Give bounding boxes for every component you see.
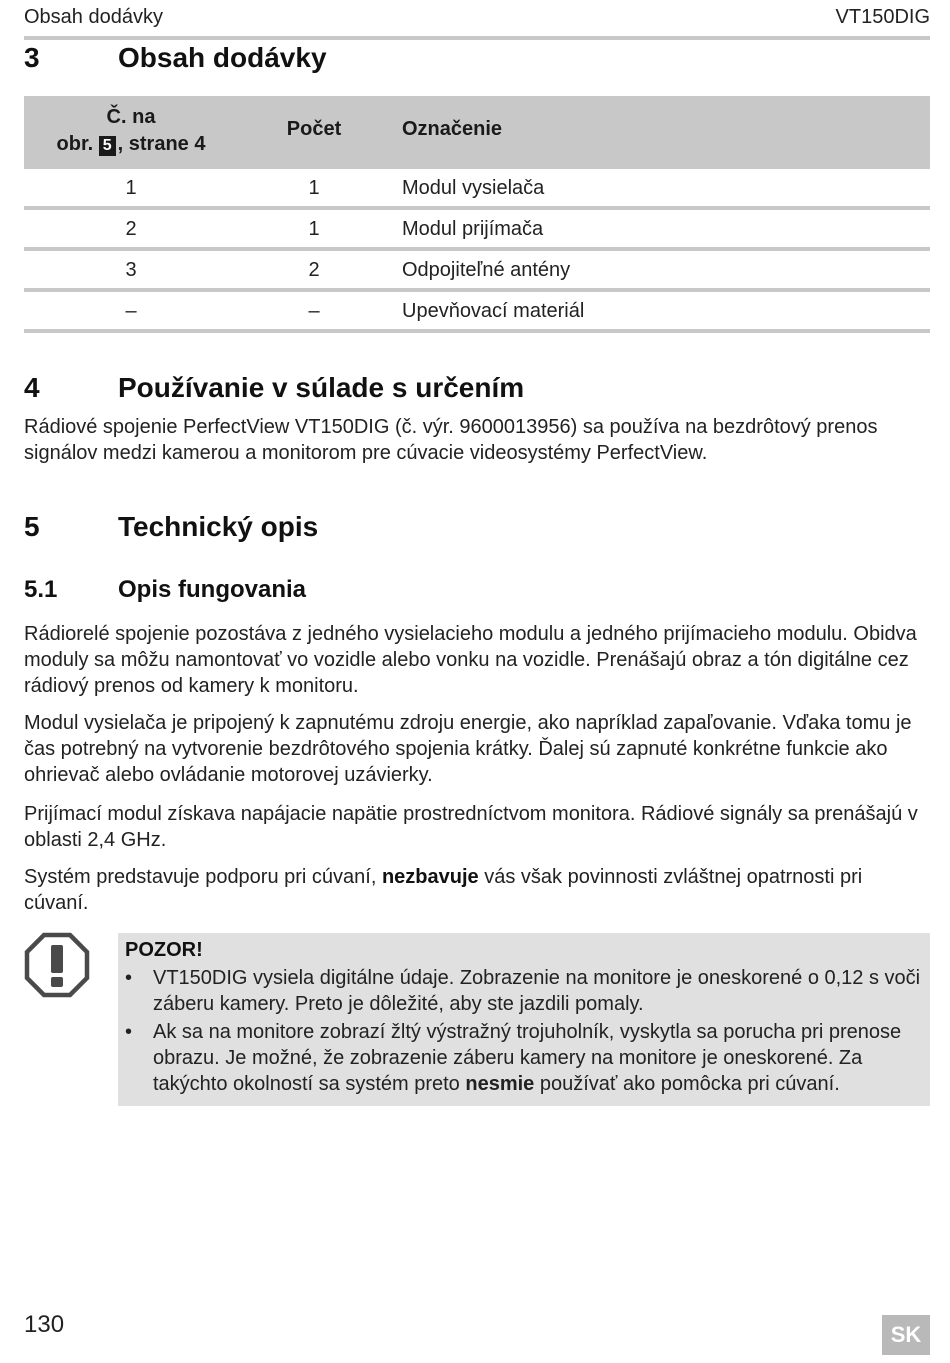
bullet-text: VT150DIG vysiela digitálne údaje. Zobrazenie na monitore je oneskorené o 0,12 s voči záberu kamery. Preto je dôležité, aby ste jazdili pomaly.: [153, 967, 921, 1015]
function-paragraph-4: [24, 864, 930, 916]
running-header: [24, 6, 930, 32]
section-number: 3: [24, 42, 40, 73]
table-header: [24, 96, 930, 169]
cell-designation: Modul vysielača: [402, 177, 545, 199]
row-divider: [24, 329, 930, 333]
p4-text-post: vás však povinnosti zvláštnej opatrnosti pri cúvaní.: [24, 866, 863, 914]
cell-count: 1: [308, 218, 320, 240]
manual-page: [24, 0, 930, 1363]
table-row: [24, 292, 930, 329]
cell-count: 1: [308, 177, 320, 199]
header-figure-prefix: obr.: [56, 133, 94, 155]
bullet-mark: •: [125, 967, 133, 989]
cell-figure-no: 2: [125, 218, 137, 240]
function-paragraph-3: Prijímací modul získava napájacie napätie prostredníctvom monitora. Rádiové signály sa prenášajú v oblasti 2,4 GHz.: [24, 803, 918, 851]
cell-designation: Odpojiteľné antény: [402, 259, 571, 281]
cell-designation: Modul prijímača: [402, 218, 544, 240]
subsection-title: Opis fungovania: [118, 576, 307, 603]
delivery-table: [24, 96, 930, 333]
section-title: Obsah dodávky: [118, 42, 327, 73]
header-figure-suffix: , strane 4: [117, 133, 206, 155]
table-row: [24, 169, 930, 206]
header-model: VT150DIG: [835, 6, 930, 28]
header-designation: Označenie: [402, 118, 503, 140]
cell-designation: Upevňovací materiál: [402, 300, 585, 322]
figure-badge: 5: [99, 136, 116, 156]
header-figure-line2: [24, 131, 238, 158]
header-section-title: Obsah dodávky: [24, 6, 163, 28]
p4-text-pre: Systém predstavuje podporu pri cúvaní,: [24, 866, 382, 888]
bullet-mark: •: [125, 1021, 133, 1043]
intended-use-paragraph: Rádiové spojenie PerfectView VT150DIG (č. výr. 9600013956) sa používa na bezdrôtový prenos signálov medzi kamerou a monitorom pre cúvacie videosystémy PerfectView.: [24, 416, 878, 464]
section-number: 4: [24, 372, 40, 403]
b2-text-post: používať ako pomôcka pri cúvaní.: [534, 1073, 840, 1095]
section-title: Technický opis: [118, 511, 319, 542]
p4-emphasis: nezbavuje: [381, 866, 479, 888]
subsection-number: 5.1: [24, 576, 58, 603]
cell-figure-no: 3: [125, 259, 137, 281]
cell-figure-no: –: [125, 300, 137, 322]
b2-emphasis: nesmie: [465, 1073, 535, 1095]
warning-box: [118, 933, 930, 1106]
b2-text-pre: Ak sa na monitore zobrazí žltý výstražný trojuholník, vyskytla sa porucha pri prenose obrazu. Je možné, že zobrazenie záberu kamery na monitore je oneskorené. Za takýchto okolností sa systém preto: [153, 1021, 902, 1095]
table-row: [24, 251, 930, 288]
header-figure-ref: [24, 104, 238, 158]
bullet-text: [153, 1019, 925, 1097]
header-figure-line1: Č. na: [106, 106, 156, 128]
warning-title: POZOR!: [125, 939, 203, 961]
function-paragraph-1: Rádiorelé spojenie pozostáva z jedného vysielacieho modulu a jedného prijímacieho modulu. Obidva moduly sa môžu namontovať vo vozidle alebo vonku na vozidle. Prenášajú obraz a tón digitálne cez rádiový prenos od kamery k monitoru.: [24, 623, 917, 697]
header-count: Počet: [286, 118, 342, 140]
cell-count: –: [308, 300, 320, 322]
section-number: 5: [24, 511, 40, 542]
cell-count: 2: [308, 259, 320, 281]
header-rule: [24, 36, 930, 40]
exclamation-octagon-icon: [24, 932, 90, 998]
function-paragraph-2: Modul vysielača je pripojený k zapnutému zdroju energie, ako napríklad zapaľovanie. Vďaka tomu je čas potrebný na vytvorenie bezdrôtového spojenia krátky. Ďalej sú zapnuté konkrétne funkcie ako ohrievač alebo ovládanie motorovej uzávierky.: [24, 712, 912, 786]
language-tab: SK: [882, 1315, 930, 1355]
page-number: 130: [24, 1311, 65, 1338]
section-title: Používanie v súlade s určením: [118, 372, 525, 403]
table-row: [24, 210, 930, 247]
cell-figure-no: 1: [125, 177, 137, 199]
